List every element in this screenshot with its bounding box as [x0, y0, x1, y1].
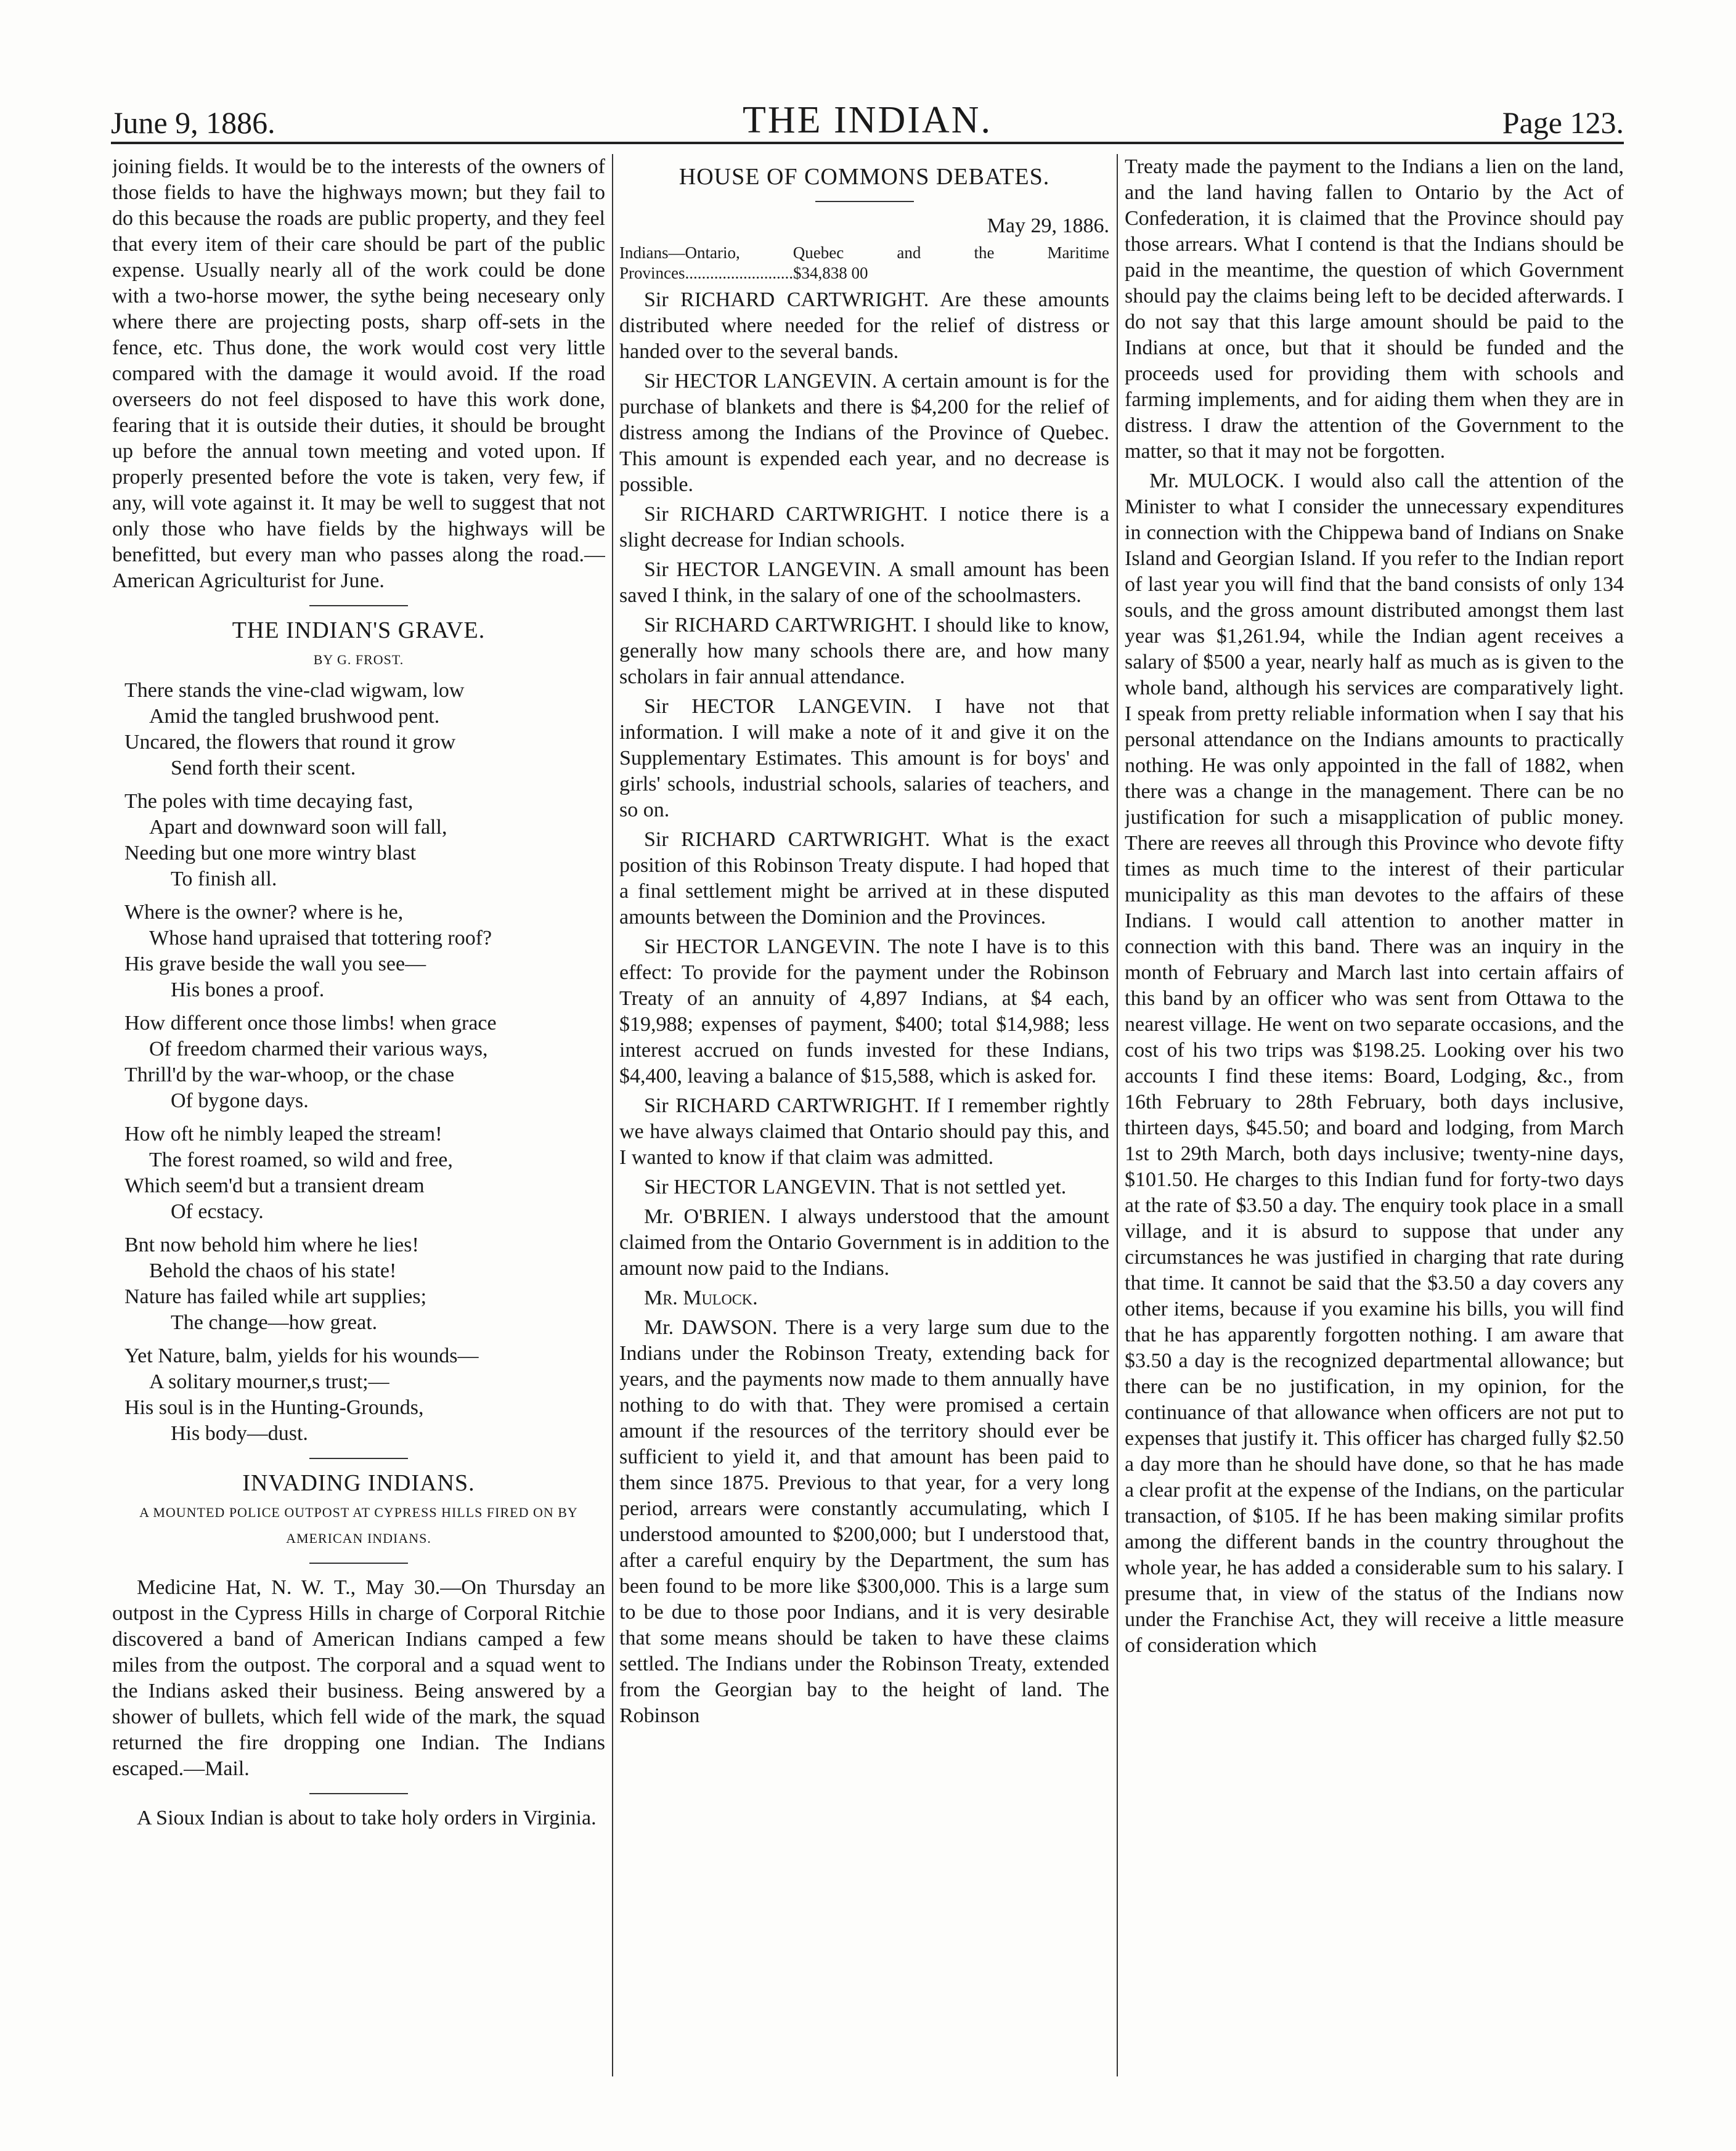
column-1: [112, 154, 605, 2076]
poem-line: Nature has failed while art supplies;: [124, 1285, 427, 1308]
poem-line: Where is the owner? where is he,: [124, 901, 404, 924]
poem-stanza: [124, 789, 605, 892]
column-rule: [1117, 154, 1118, 2076]
debate-paragraph: Sir RICHARD CARTWRIGHT. I notice there is a slight decrease for Indian schools.: [619, 503, 1109, 551]
poem-line: His body—dust.: [171, 1422, 308, 1445]
invading-subtitle: A MOUNTED POLICE OUTPOST AT CYPRESS HILLS FIRED ON BY AMERICAN INDIANS.: [139, 1505, 578, 1546]
column-3: [1125, 154, 1624, 2076]
poem-line: Of freedom charmed their various ways,: [149, 1038, 488, 1060]
section-divider: [309, 605, 408, 606]
poem-line: His grave beside the wall you see—: [124, 953, 426, 975]
debate-paragraph: Sir RICHARD CARTWRIGHT. Are these amounts distributed where needed for the relief of distress or handed over to the several bands.: [619, 288, 1109, 363]
section-divider: [309, 1563, 408, 1564]
poem-line: There stands the vine-clad wigwam, low: [124, 679, 465, 702]
debate-paragraph: Sir RICHARD CARTWRIGHT. If I remember rightly we have always claimed that Ontario should pay this, and I wanted to know if that claim was admitted.: [619, 1094, 1109, 1169]
debate-paragraph: Sir HECTOR LANGEVIN. I have not that information. I will make a note of it and give it on the Supplementary Estimates. This amount is for boys' and girls' schools, industrial schools, salaries of teachers, and so on.: [619, 695, 1109, 821]
poem-line: Of ecstacy.: [171, 1200, 264, 1223]
poem-line: The poles with time decaying fast,: [124, 790, 414, 813]
estimate-item: Indians—Ontario, Quebec and the Maritime Provinces..........................$34,838 00: [619, 243, 1109, 282]
poem-stanza: [124, 1232, 605, 1336]
debate-paragraph: Sir RICHARD CARTWRIGHT. What is the exact position of this Robinson Treaty dispute. I had hoped that a final settlement might be arrived at in these disputed amounts between the Dominion and the Provinces.: [619, 828, 1109, 929]
poem-line: Of bygone days.: [171, 1089, 309, 1112]
debate-paragraph: Sir HECTOR LANGEVIN. A certain amount is for the purchase of blankets and there is $4,200 for the relief of distress among the Indians of the Province of Quebec. This amount is expended each year, and no decrease is possible.: [619, 370, 1109, 496]
poem-line: To finish all.: [171, 868, 277, 890]
section-divider: [309, 1458, 408, 1459]
poem-line: Yet Nature, balm, yields for his wounds—: [124, 1344, 479, 1367]
debate-paragraph: Mr. O'BRIEN. I always understood that the amount claimed from the Ontario Government is in addition to the amount now paid to the Indians.: [619, 1205, 1109, 1280]
intro-paragraph: joining fields. It would be to the interests of the owners of those fields to have the highways mown; but they fail to do this because the roads are public property, and they feel that every item of their care should be part of the public expense. Usually nearly all of the work could be done with a two-horse mower, the sythe being neceseary only where there are projecting posts, sharp off-sets in the fence, etc. Thus done, the work would cost very little compared with the damage it would avoid. If the road overseers do not feel disposed to have this work done, fearing that it is outside their duties, it should be brought up before the annual town meeting and voted upon. If properly presented before the vote is taken, very few, if any, will vote against it. It may be well to suggest that not only those who have fields by the highways will be benefitted, but every man who passes along the road.—American Agriculturist for June.: [112, 155, 605, 592]
poem-line: A solitary mourner,s trust;—: [149, 1370, 389, 1393]
debate-paragraphs: [619, 287, 1109, 1282]
debates-date: May 29, 1886.: [987, 214, 1109, 237]
poem-line: Behold the chaos of his state!: [149, 1259, 397, 1282]
section-divider: [309, 1793, 408, 1794]
poem-stanza: [124, 1121, 605, 1225]
poem-line: Send forth their scent.: [171, 757, 356, 779]
poem-stanza: [124, 1010, 605, 1114]
debate-paragraph: Sir RICHARD CARTWRIGHT. I should like to know, generally how many schools there are, and how many scholars in fair annual attendance.: [619, 614, 1109, 688]
debates-title: HOUSE OF COMMONS DEBATES.: [679, 164, 1050, 190]
poem-line: His soul is in the Hunting-Grounds,: [124, 1396, 424, 1419]
poem-line: Needing but one more wintry blast: [124, 842, 417, 864]
page-number: Page 123.: [1502, 105, 1624, 140]
poem-line: The change—how great.: [171, 1311, 378, 1334]
newspaper-title: THE INDIAN.: [743, 99, 992, 141]
treaty-paragraph: Treaty made the payment to the Indians a lien on the land, and the land having fallen to Ontario by the Act of Confederation, it is claimed that the Province should pay those arrears. What I contend is that the Indians should be paid in the meantime, the question of which Government should pay the claims being left to be decided afterwards. I do not say that this large amount should be paid to the Indians at once, but that it should be funded and the proceeds used for providing them with schools and farming implements, and for aiding them when they are in distress. I draw the attention of the Government to the matter, so that it may not be forgotten.: [1125, 155, 1624, 463]
debate-paragraph: Sir HECTOR LANGEVIN. That is not settled yet.: [644, 1176, 1067, 1198]
poem-line: Whose hand upraised that tottering roof?: [149, 927, 492, 949]
mulock-paragraph: Mr. MULOCK. I would also call the attention of the Minister to what I consider the unnecessary expenditures in connection with the Chippewa band of Indians on Snake Island and Georgian Island. If you refer to the Indian report of last year you will find that the band consists of only 134 souls, and the gross amount distributed amongst them last year was $1,261.94, while the Indian agent receives a salary of $500 a year, nearly half as much as is given to the whole band, although his services are comparatively light. I speak from pretty reliable information when I say that his personal attendance on the Indians amounts to practically nothing. He was only appointed in the fall of 1882, when there was a change in the management. There can be no justification for such a misapplication of public money. There are reeves all through this Province who devote fifty times as much time to the interest of their particular municipality as this man devotes to the affairs of these Indians. I would call attention to another matter in connection with this band. There was an inquiry in the month of February and March last into certain affairs of this band by an officer who was sent from Ottawa to the nearest village. He went on two separate occasions, and the cost of his two trips was $198.25. Looking over his two accounts I find these items: Board, Lodging, &c., from 16th February to 28th February, both days inclusive, thirteen days, $45.50; and board and lodging, from March 1st to 29th March, both days inclusive; twenty-nine days, $101.50. He charges to this Indian fund for forty-two days at the rate of $3.50 a day. The enquiry took place in a small village, and it is absurd to suppose that under any circumstances he was justified in charging that rate during that time. It cannot be said that the $3.50 a day covers any other items, because if you examine his bills, you will find that he has apparently forgotten nothing. I am aware that $3.50 a day is the recognized departmental allowance; but there can be no justification, in my opinion, for the continuance of that allowance when officers are not put to expenses that justify it. This officer has charged fully $2.50 a day more than he should have done, so that he has made a clear profit at the expense of the Indians, on the particular transaction, of $105. If he has been making similar profits among the different bands in the country throughout the whole year, he has added a considerable sum to his salary. I presume that, in view of the status of the Indians now under the Franchise Act, they will receive a little measure of consideration which: [1125, 470, 1624, 1657]
poem-line: Amid the tangled brushwood pent.: [149, 705, 440, 728]
poem-line: Apart and downward soon will fall,: [149, 816, 447, 839]
poem-line: His bones a proof.: [171, 978, 325, 1001]
poem-stanza: [124, 900, 605, 1003]
invading-title: INVADING INDIANS.: [242, 1470, 475, 1496]
masthead: [111, 92, 1624, 144]
poem-line: Thrill'd by the war-whoop, or the chase: [124, 1063, 455, 1086]
column-rule: [612, 154, 613, 2076]
poem-line: How oft he nimbly leaped the stream!: [124, 1123, 442, 1145]
debate-paragraph: Sir HECTOR LANGEVIN. The note I have is to this effect: To provide for the payment under the Robinson Treaty of an annuity of 4,897 Indians, at $4 each, $19,988; expenses of payment, $400; total $14,988; less interest accrued on funds invested for these Indians, $4,400, leaving a balance of $15,588, which is asked for.: [619, 935, 1109, 1088]
poem-line: The forest roamed, so wild and free,: [149, 1149, 453, 1171]
issue-date: June 9, 1886.: [111, 105, 275, 140]
poem: [124, 678, 605, 1447]
poem-line: Bnt now behold him where he lies!: [124, 1234, 419, 1256]
poem-stanza: [124, 678, 605, 781]
poem-line: Uncared, the flowers that round it grow: [124, 731, 456, 754]
poem-stanza: [124, 1343, 605, 1447]
poem-line: How different once those limbs! when grace: [124, 1012, 497, 1035]
column-2: [619, 154, 1109, 2076]
dawson-paragraph: Mr. DAWSON. There is a very large sum due to the Indians under the Robinson Treaty, extending back for years, and the payments now made to them annually have nothing to do with that. They were promised a certain amount if the resources of the territory should ever be sufficient to yield it, and that amount has been paid to them since 1875. Previous to that year, for a very long period, arrears were constantly accumulating, which I understood amounted to $200,000; but I understood that, after a careful enquiry by the Department, the sum has been found to be more like $300,000. This is a large sum to be due to those poor Indians, and it is very desirable that some means should be taken to have these claims settled. The Indians under the Robinson Treaty, extended from the Georgian bay to the height of land. The Robinson: [619, 1316, 1109, 1727]
poem-author: BY G. FROST.: [313, 652, 404, 667]
speaker-heading: Mr. Mulock.: [644, 1287, 758, 1309]
poem-title: THE INDIAN'S GRAVE.: [232, 617, 486, 643]
invading-article: Medicine Hat, N. W. T., May 30.—On Thursday an outpost in the Cypress Hills in charge of Corporal Ritchie discovered a band of American Indians camped a few miles from the outpost. The corporal and a squad went to the Indians asked their business. Being answered by a shower of bullets, which fell wide of the mark, the squad returned the fire dropping one Indian. The Indians escaped.—Mail.: [112, 1576, 605, 1780]
section-divider: [815, 201, 914, 202]
sioux-note: A Sioux Indian is about to take holy orders in Virginia.: [137, 1807, 597, 1829]
poem-line: Which seem'd but a transient dream: [124, 1174, 425, 1197]
debate-paragraph: Sir HECTOR LANGEVIN. A small amount has been saved I think, in the salary of one of the schoolmasters.: [619, 558, 1109, 607]
